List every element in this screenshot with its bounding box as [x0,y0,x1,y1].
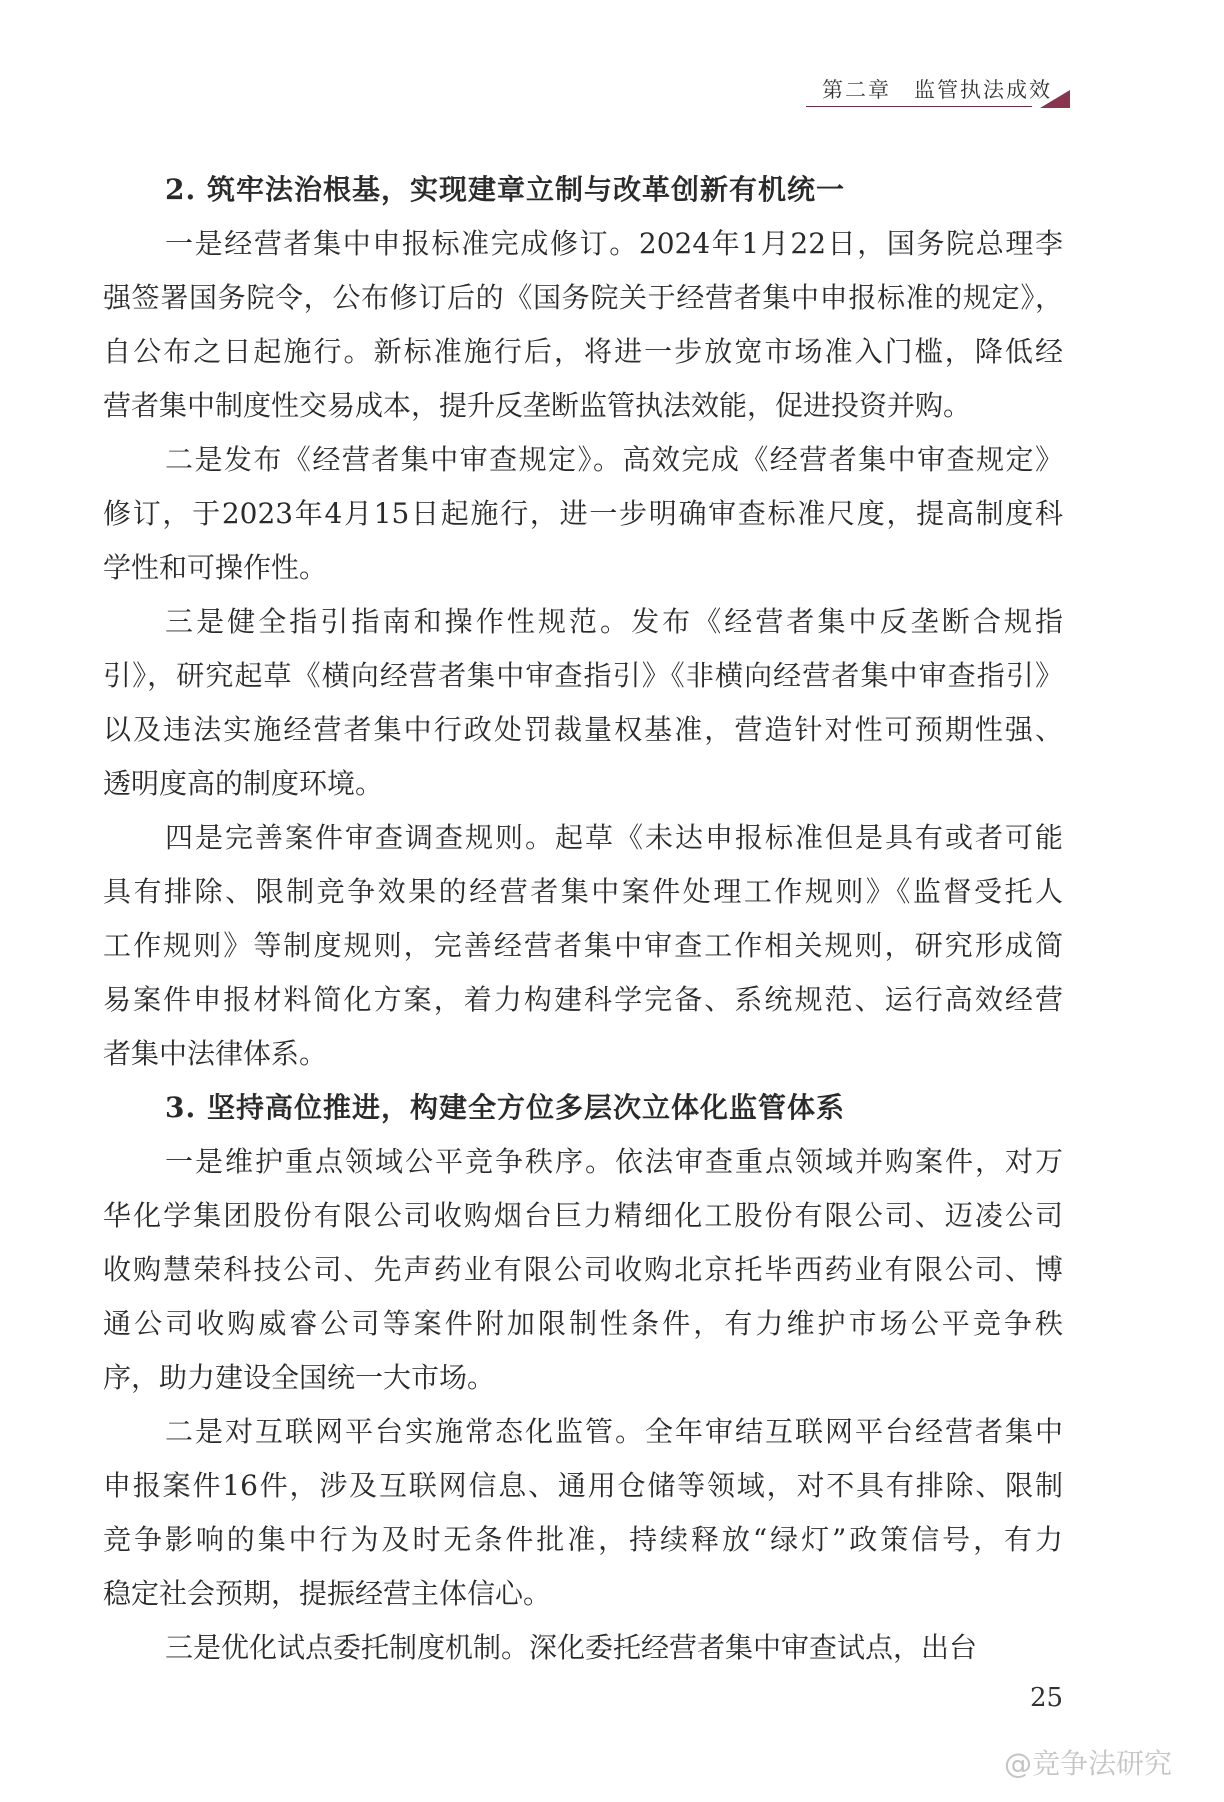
text-line: 一是维护重点领域公平竞争秩序。依法审查重点领域并购案件，对万 [165,1145,1063,1178]
text-line: 三是优化试点委托制度机制。深化委托经营者集中审查试点，出台 [165,1631,978,1664]
running-header [806,70,1050,110]
paragraph [103,811,1063,1081]
text-line: 以及违法实施经营者集中行政处罚裁量权基准，营造针对性可预期性强、 [103,713,1063,746]
text-line: 二是发布《经营者集中审查规定》。高效完成《经营者集中审查规定》 [165,443,1063,476]
section-heading: 2. 筑牢法治根基，实现建章立制与改革创新有机统一 [165,173,845,206]
page-number: 25 [1030,1683,1064,1713]
text-line: 学性和可操作性。 [103,551,328,584]
text-line: 具有排除、限制竞争效果的经营者集中案件处理工作规则》《监督受托人 [103,875,1063,908]
paragraph [103,1621,1063,1675]
text-line: 三是健全指引指南和操作性规范。发布《经营者集中反垄断合规指 [165,605,1063,638]
text-line: 四是完善案件审查调查规则。起草《未达申报标准但是具有或者可能 [165,821,1063,854]
text-line: 申报案件16件，涉及互联网信息、通用仓储等领域，对不具有排除、限制 [103,1469,1063,1502]
chapter-title: 第二章 监管执法成效 [822,78,1052,102]
text-line: 修订，于2023年4月15日起施行，进一步明确审查标准尺度，提高制度科 [103,497,1063,530]
paragraph [103,1135,1063,1405]
section-heading: 3. 坚持高位推进，构建全方位多层次立体化监管体系 [165,1091,845,1124]
paragraph [103,1405,1063,1621]
text-line: 序，助力建设全国统一大市场。 [103,1361,496,1394]
text-line: 引》，研究起草《横向经营者集中审查指引》《非横向经营者集中审查指引》 [103,659,1063,692]
text-line: 竞争影响的集中行为及时无条件批准，持续释放“绿灯”政策信号，有力 [103,1523,1063,1556]
paragraph [103,217,1063,433]
paragraph [103,433,1063,595]
text-line: 透明度高的制度环境。 [103,767,384,800]
text-line: 收购慧荣科技公司、先声药业有限公司收购北京托毕西药业有限公司、博 [103,1253,1063,1286]
paragraph [103,595,1063,811]
text-line: 自公布之日起施行。新标准施行后，将进一步放宽市场准入门槛，降低经 [103,335,1063,368]
header-rule [806,106,1032,107]
body-text [103,163,1063,1675]
text-line: 营者集中制度性交易成本，提升反垄断监管执法效能，促进投资并购。 [103,389,972,422]
watermark: @竞争法研究 [1004,1747,1173,1780]
text-line: 工作规则》等制度规则，完善经营者集中审查工作相关规则，研究形成简 [103,929,1063,962]
text-line: 通公司收购威睿公司等案件附加限制性条件，有力维护市场公平竞争秩 [103,1307,1063,1340]
text-line: 者集中法律体系。 [103,1037,328,1070]
text-line: 强签署国务院令，公布修订后的《国务院关于经营者集中申报标准的规定》， [103,281,1063,314]
text-line: 稳定社会预期，提振经营主体信心。 [103,1577,552,1610]
text-line: 二是对互联网平台实施常态化监管。全年审结互联网平台经营者集中 [165,1415,1063,1448]
text-line: 华化学集团股份有限公司收购烟台巨力精细化工股份有限公司、迈凌公司 [103,1199,1063,1232]
text-line: 易案件申报材料简化方案，着力构建科学完备、系统规范、运行高效经营 [103,983,1063,1016]
text-line: 一是经营者集中申报标准完成修订。2024年1月22日，国务院总理李 [165,227,1063,260]
header-corner-mark [1040,90,1070,108]
